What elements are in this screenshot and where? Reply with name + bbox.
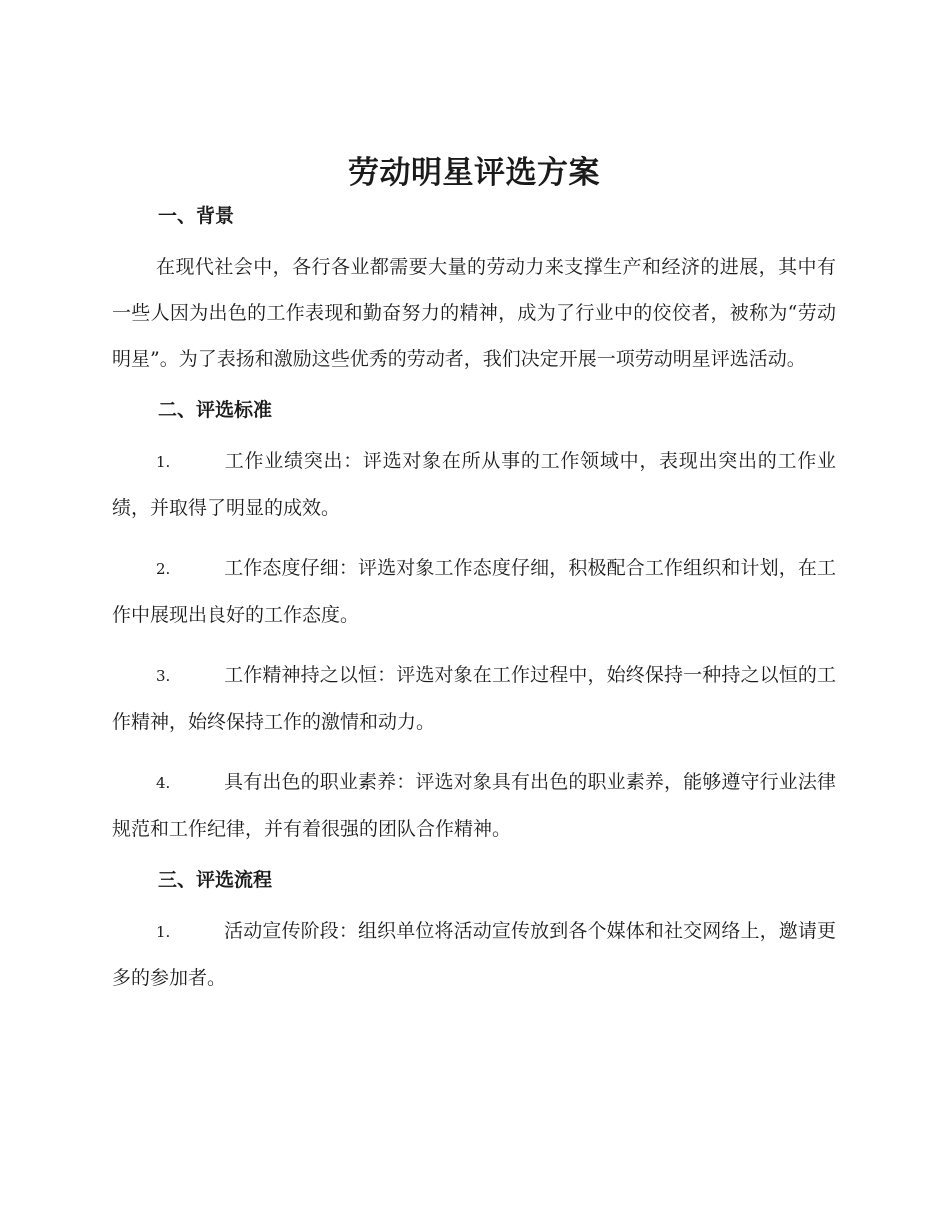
list-item-number: 1. [156, 923, 171, 941]
document-title: 劳动明星评选方案 [348, 155, 600, 191]
list-item-text: 工作业绩突出：评选对象在所从事的工作领域中，表现出突出的工作业绩，并取得了明显的成效。 [112, 450, 836, 519]
section-criteria [112, 396, 836, 852]
list-item [112, 652, 836, 745]
list-item-text: 活动宣传阶段：组织单位将活动宣传放到各个媒体和社交网络上，邀请更多的参加者。 [112, 920, 836, 989]
background-paragraph: 在现代社会中，各行各业都需要大量的劳动力来支撑生产和经济的进展，其中有一些人因为出色的工作表现和勤奋努力的精神，成为了行业中的佼佼者，被称为“劳动明星”。为了表扬和激励这些优秀的劳动者，我们决定开展一项劳动明星评选活动。 [112, 256, 836, 370]
section-heading: 二、评选标准 [158, 399, 273, 421]
list-item-text: 工作精神持之以恒：评选对象在工作过程中，始终保持一种持之以恒的工作精神，始终保持工作的激情和动力。 [112, 664, 836, 733]
section-heading: 三、评选流程 [158, 869, 273, 891]
list-item [112, 908, 836, 1001]
list-item [112, 545, 836, 638]
list-item-number: 4. [156, 774, 171, 792]
section-background [112, 202, 836, 382]
section-process [112, 866, 836, 1001]
document-page [112, 150, 836, 1015]
list-item-number: 2. [156, 560, 171, 578]
list-item [112, 759, 836, 852]
list-item-text: 工作态度仔细：评选对象工作态度仔细，积极配合工作组织和计划，在工作中展现出良好的工作态度。 [112, 557, 836, 626]
list-item [112, 438, 836, 531]
list-item-text: 具有出色的职业素养：评选对象具有出色的职业素养，能够遵守行业法律规范和工作纪律，并有着很强的团队合作精神。 [112, 771, 836, 840]
list-item-number: 1. [156, 453, 171, 471]
list-item-number: 3. [156, 667, 171, 685]
section-heading: 一、背景 [158, 205, 235, 227]
